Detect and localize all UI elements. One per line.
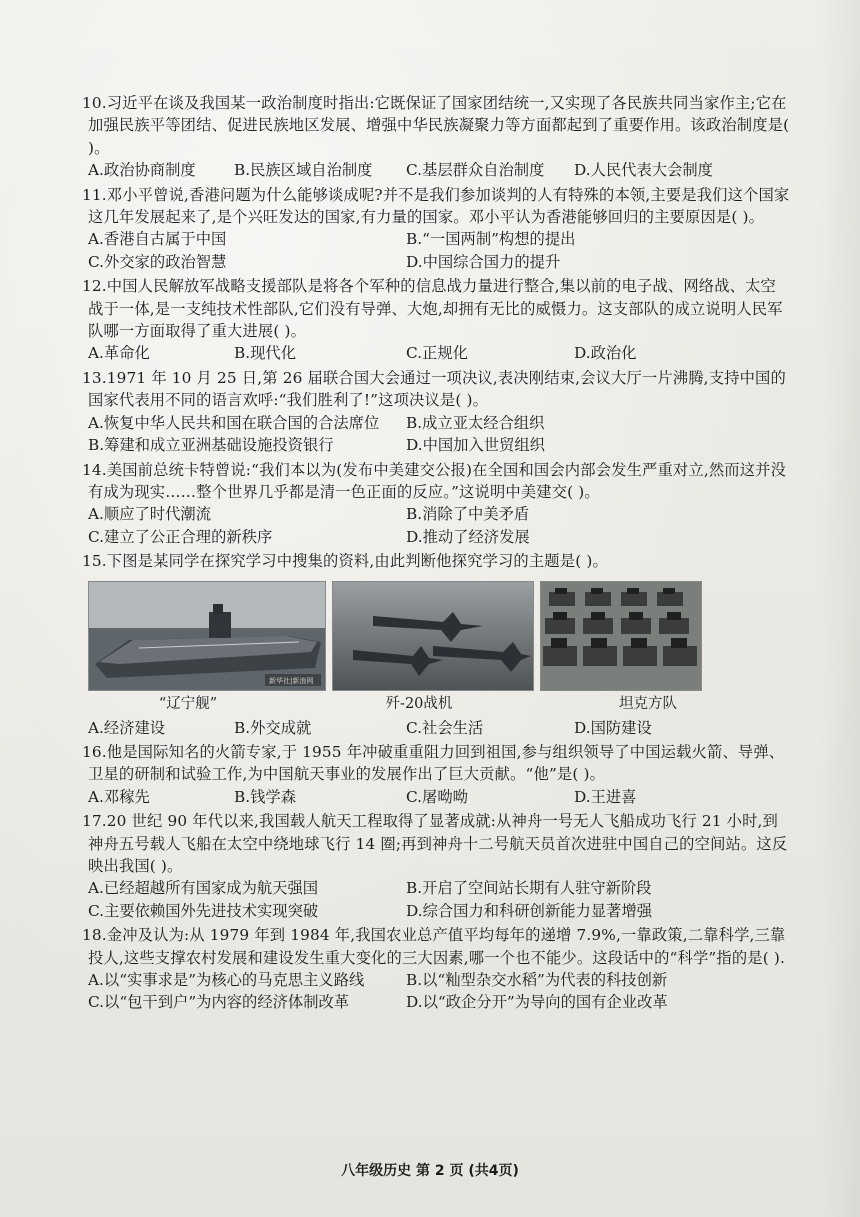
question-14	[82, 459, 790, 549]
option-b[interactable]: B.钱学森	[234, 787, 296, 806]
question-options	[82, 342, 790, 364]
photo-strip	[88, 581, 790, 691]
option-c[interactable]: C.以“包干到户”为内容的经济体制改革	[88, 993, 350, 1012]
option-c[interactable]: B.筹建和成立亚洲基础设施投资银行	[88, 436, 334, 455]
option-b[interactable]: B.现代化	[234, 344, 296, 363]
option-a[interactable]: A.经济建设	[88, 718, 166, 737]
question-options	[82, 877, 790, 922]
option-b[interactable]: B.“一国两制”构想的提出	[406, 230, 576, 249]
question-stem: 13.1971 年 10 月 25 日,第 26 届联合国大会通过一项决议,表决刚结束,会议大厅一片沸腾,支持中国的国家代表用不同的语言欢呼:“我们胜利了!”这项决议是( )。	[82, 368, 786, 410]
option-a[interactable]: A.以“实事求是”为核心的马克思主义路线	[88, 971, 365, 989]
question-options	[82, 503, 790, 548]
caption-jet: 歼-20战机	[385, 695, 453, 712]
option-b[interactable]: B.外交成就	[234, 718, 312, 737]
option-c[interactable]: C.基层群众自治制度	[406, 161, 545, 180]
question-stem: 18.金冲及认为:从 1979 年到 1984 年,我国农业总产值平均每年的递增 7.9%,一靠政策,二靠科学,三靠投人,这些支撑农村发展和建设发生重大变化的三大因素,哪一个也不能少。这段话中的“科学”指的是( ).	[82, 926, 786, 967]
option-a[interactable]: A.恢复中华人民共和国在联合国的合法席位	[88, 413, 380, 432]
question-stem: 11.邓小平曾说,香港问题为什么能够谈成呢?并不是我们参加谈判的人有特殊的本领,主要是我们这个国家这几年发展起来了,是个兴旺发达的国家,有力量的国家。邓小平认为香港能够回归的主要原因是( )。	[82, 185, 790, 227]
photo-captions	[88, 694, 790, 714]
question-stem: 16.他是国际知名的火箭专家,于 1955 年冲破重重阻力回到祖国,参与组织领导了中国运载火箭、导弹、卫星的研制和试验工作,为中国航天事业的发展作出了巨大贡献。“他”是( )。	[82, 742, 785, 784]
question-12	[82, 275, 790, 365]
option-c[interactable]: C.正规化	[406, 344, 468, 363]
question-stem: 10.习近平在谈及我国某一政治制度时指出:它既保证了国家团结统一,又实现了各民族共同当家作主;它在加强民族平等团结、促进民族地区发展、增强中华民族凝聚力等方面都起到了重要作用。该政治制度是( )。	[82, 94, 790, 157]
page-footer: 八年级历史 第 2 页 (共4页)	[341, 1163, 519, 1179]
option-b[interactable]: B.开启了空间站长期有人驻守新阶段	[406, 879, 652, 898]
option-a[interactable]: A.已经超越所有国家成为航天强国	[88, 879, 319, 898]
question-11	[82, 184, 790, 274]
option-a[interactable]: A.邓稼先	[88, 787, 150, 806]
option-c[interactable]: C.外交家的政治智慧	[88, 252, 227, 271]
question-18	[82, 924, 790, 1014]
option-d[interactable]: D.国防建设	[574, 718, 652, 737]
question-options	[82, 159, 790, 181]
question-options	[82, 228, 790, 273]
option-d[interactable]: D.综合国力和科研创新能力显著增强	[406, 901, 653, 920]
question-16	[82, 741, 790, 808]
option-c[interactable]: C.主要依赖国外先进技术实现突破	[88, 901, 319, 920]
question-stem: 15.下图是某同学在探究学习中搜集的资料,由此判断他探究学习的主题是( )。	[82, 552, 608, 571]
option-d[interactable]: D.中国综合国力的提升	[406, 252, 561, 271]
question-options	[82, 412, 790, 457]
option-c[interactable]: C.屠呦呦	[406, 787, 468, 806]
photo-watermark: 新华社|新浪网	[269, 676, 314, 685]
question-stem: 12.中国人民解放军战略支援部队是将各个军种的信息战力量进行整合,集以前的电子战、网络战、太空战于一体,是一支纯技术性部队,它们没有导弹、大炮,却拥有无比的威慑力。这支部队的成立说明人民军队哪一方面取得了重大进展( )。	[82, 277, 783, 341]
question-13	[82, 367, 790, 457]
scan-shadow	[820, 0, 860, 1217]
option-d[interactable]: D.人民代表大会制度	[574, 161, 713, 180]
option-c[interactable]: C.社会生活	[406, 718, 484, 737]
question-options	[82, 969, 790, 1014]
option-d[interactable]: D.政治化	[574, 344, 637, 363]
option-d[interactable]: D.中国加入世贸组织	[406, 436, 545, 455]
option-a[interactable]: A.革命化	[88, 344, 150, 363]
option-b[interactable]: B.成立亚太经合组织	[406, 413, 545, 432]
question-stem: 14.美国前总统卡特曾说:“我们本以为(发布中美建交公报)在全国和国会内部会发生严重对立,然而这并没有成为现实……整个世界几乎都是清一色正面的反应。”这说明中美建交( )。	[82, 460, 787, 501]
option-c[interactable]: C.建立了公正合理的新秩序	[88, 527, 273, 546]
question-stem: 17.20 世纪 90 年代以来,我国载人航天工程取得了显著成就:从神舟一号无人飞船成功飞行 21 小时,到神舟五号载人飞船在太空中绕地球飞行 14 圈;再到神舟十二号航天员首次进驻中国自己的空间站。这反映出我国( )。	[82, 812, 788, 875]
option-b[interactable]: B.民族区域自治制度	[234, 161, 373, 180]
option-d[interactable]: D.推动了经济发展	[406, 527, 530, 546]
fighter-jet-photo	[332, 581, 534, 691]
question-options	[82, 717, 790, 739]
caption-carrier: “辽宁舰”	[158, 695, 218, 712]
aircraft-carrier-photo	[88, 581, 326, 691]
question-10	[82, 92, 790, 182]
question-17	[82, 810, 790, 922]
tank-formation-photo	[540, 581, 702, 691]
question-15	[82, 550, 790, 739]
option-a[interactable]: A.香港自古属于中国	[88, 230, 227, 249]
option-d[interactable]: D.王进喜	[574, 787, 637, 806]
option-d[interactable]: D.以“政企分开”为导向的国有企业改革	[406, 993, 668, 1012]
option-b[interactable]: B.以“籼型杂交水稻”为代表的科技创新	[406, 971, 668, 989]
caption-tanks: 坦克方队	[619, 695, 677, 712]
question-options	[82, 786, 790, 808]
option-b[interactable]: B.消除了中美矛盾	[406, 505, 530, 524]
option-a[interactable]: A.顺应了时代潮流	[88, 505, 211, 524]
option-a[interactable]: A.政治协商制度	[88, 161, 196, 180]
